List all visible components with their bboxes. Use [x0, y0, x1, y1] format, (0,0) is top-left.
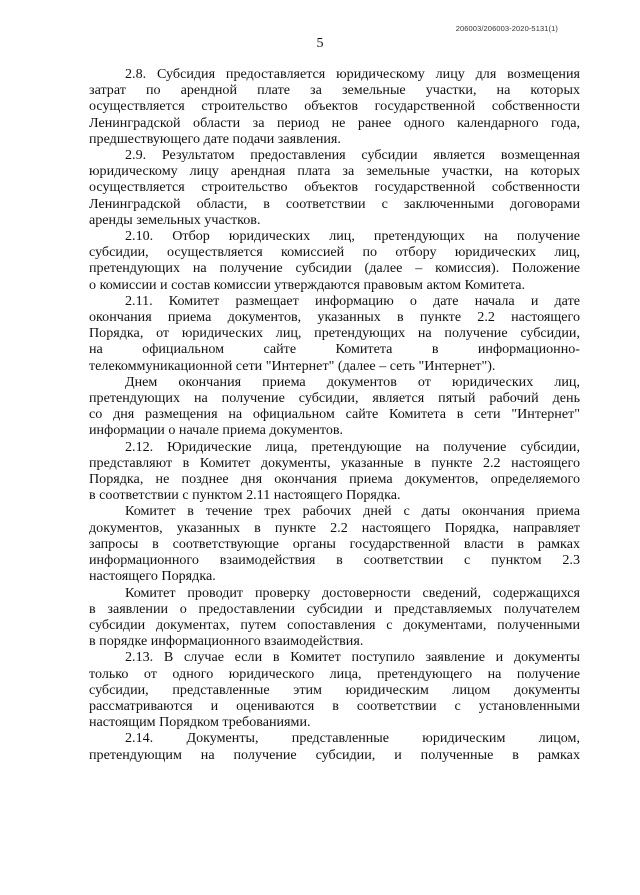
text-line: в заявлении о предоставлении субсидии и представляемых получателем: [89, 600, 580, 617]
text-line: окончания приема документов, указанных в пункте 2.2 настоящего: [89, 309, 580, 326]
text-line: 2.8. Субсидия предоставляется юридическому лицу для возмещения: [125, 66, 580, 82]
text-line: субсидии документах, путем сопоставления с документами, полученными: [89, 616, 580, 633]
text-line: юридическому лицу арендная плата за земельные участки, на которых: [89, 163, 580, 180]
text-line: информационного взаимодействия в соответствии с пунктом 2.3: [89, 552, 580, 569]
text-line: представляют в Комитет документы, указанные в пункте 2.2 настоящего: [89, 454, 580, 471]
text-line: настоящим Порядком требованиями.: [89, 714, 311, 731]
text-line: информации о начале приема документов.: [89, 422, 344, 439]
text-line: субсидии, осуществляется комиссией по отбору юридических лиц,: [89, 244, 580, 261]
text-line: субсидии, представленные этим юридическим лицом документы: [89, 681, 580, 698]
text-line: в порядке информационного взаимодействия.: [89, 633, 364, 650]
text-line: Порядка, от юридических лиц, претендующих на получение субсидии,: [89, 325, 580, 342]
paragraph: [89, 439, 580, 504]
text-line: запросы в соответствующие органы государственной власти в рамках: [89, 535, 580, 552]
text-line: со дня размещения на официальном сайте Комитета в сети "Интернет": [89, 406, 580, 423]
text-line: 2.11. Комитет размещает информацию о дате начала и дате: [125, 292, 580, 309]
text-line: рассматриваются и оцениваются в соответствии с установленными: [89, 697, 580, 714]
text-line: претендующим на получение субсидии, и полученные в рамках: [89, 746, 580, 763]
text-line: Порядка, не позднее дня окончания приема документов, определяемого: [89, 471, 580, 488]
text-line: Комитет в течение трех рабочих дней с даты окончания приема: [125, 503, 580, 520]
text-line: только от одного юридического лица, претендующего на получение: [89, 665, 580, 682]
paragraph: [89, 649, 580, 730]
paragraph: [89, 293, 580, 374]
paragraph: [89, 228, 580, 293]
text-line: претендующих на получение субсидии, является пятый рабочий день: [89, 390, 580, 407]
paragraph: [89, 147, 580, 228]
document-id: 206003/206003-2020-5131(1): [455, 24, 558, 33]
text-line: 2.10. Отбор юридических лиц, претендующих на получение: [125, 228, 580, 245]
text-line: в соответствии с пунктом 2.11 настоящего Порядка.: [89, 487, 401, 504]
text-line: 2.14. Документы, представленные юридическим лицом,: [125, 730, 580, 747]
paragraph: [89, 374, 580, 439]
text-line: осуществляется строительство объектов государственной собственности: [89, 179, 580, 196]
text-line: 2.13. В случае если в Комитет поступило заявление и документы: [125, 649, 580, 666]
document-body: [89, 66, 580, 763]
text-line: на официальном сайте Комитета в информационно-: [89, 341, 580, 358]
text-line: осуществляется строительство объектов государственной собственности: [89, 98, 580, 115]
paragraph: [89, 503, 580, 584]
text-line: о комиссии и состав комиссии утверждаются правовым актом Комитета.: [89, 276, 526, 293]
text-line: документов, указанных в пункте 2.2 настоящего Порядка, направляет: [89, 519, 580, 536]
text-line: претендующих на получение субсидии (далее – комиссия). Положение: [89, 260, 580, 277]
text-line: затрат по арендной плате за земельные участки, на которых: [89, 82, 580, 99]
text-line: Днем окончания приема документов от юридических лиц,: [125, 373, 580, 390]
paragraph: [89, 66, 580, 147]
text-line: предшествующего дате подачи заявления.: [89, 130, 341, 147]
text-line: телекоммуникационной сети "Интернет" (далее – сеть "Интернет").: [89, 357, 496, 374]
paragraph: [89, 730, 580, 762]
page-number: 5: [316, 36, 324, 51]
text-line: Ленинградской области, в соответствии с заключенными договорами: [89, 195, 580, 212]
text-line: 2.9. Результатом предоставления субсидии является возмещенная: [125, 147, 580, 164]
text-line: Комитет проводит проверку достоверности сведений, содержащихся: [125, 584, 580, 601]
text-line: аренды земельных участков.: [89, 211, 261, 228]
text-line: Ленинградской области за период не ранее одного календарного года,: [89, 114, 580, 131]
paragraph: [89, 585, 580, 650]
text-line: 2.12. Юридические лица, претендующие на получение субсидии,: [125, 438, 580, 455]
text-line: настоящего Порядка.: [89, 568, 216, 585]
